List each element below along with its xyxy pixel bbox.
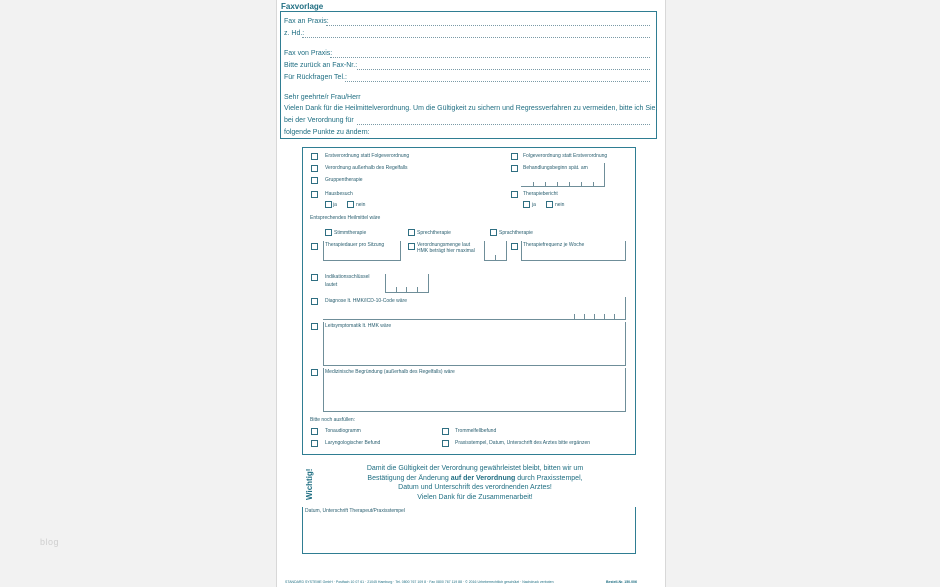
folgeverordnung-checkbox[interactable] (511, 153, 518, 160)
zurueck-field[interactable] (357, 69, 650, 70)
therapiebericht-checkbox[interactable] (511, 191, 518, 198)
signature-label: Datum, Unterschrift Therapeut/Praxisstempel (305, 508, 405, 514)
therapiedauer-checkbox[interactable] (311, 243, 318, 250)
notice-line-1: Damit die Gültigkeit der Verordnung gewährleistet bleibt, bitten wir um (366, 465, 584, 472)
verordnungsmenge-label-1: Verordnungsmenge laut (417, 242, 471, 248)
therapiebericht-ja-label: ja (532, 202, 536, 208)
date-tick (593, 182, 594, 187)
notice-line-2c: durch Praxisstempel, (515, 474, 583, 482)
hausbesuch-checkbox[interactable] (311, 191, 318, 198)
fax-an-label: Fax an Praxis: (284, 18, 329, 25)
digit-tick (406, 287, 407, 292)
digit-tick (417, 287, 418, 292)
indikation-label-1: Indikationsschlüssel (325, 274, 370, 280)
watermark: blog (40, 537, 60, 547)
footer-order-number: Bestell-Nr. 150.006 (606, 580, 637, 584)
date-tick (569, 182, 570, 187)
erstverordnung-checkbox[interactable] (311, 153, 318, 160)
signature-box[interactable] (302, 507, 636, 554)
date-tick (545, 182, 546, 187)
leitsymptomatik-checkbox[interactable] (311, 323, 318, 330)
heilmittel-heading: Entsprechendes Heilmittel wäre (310, 215, 381, 221)
indikation-checkbox[interactable] (311, 274, 318, 281)
indikation-field[interactable] (385, 274, 429, 293)
ausserhalb-checkbox[interactable] (311, 165, 318, 172)
tonaudiogramm-checkbox[interactable] (311, 428, 318, 435)
ausserhalb-label: Verordnung außerhalb des Regelfalls (325, 165, 408, 171)
trommelfell-checkbox[interactable] (442, 428, 449, 435)
hausbesuch-nein-label: nein (356, 202, 366, 208)
form-title: Faxvorlage (281, 2, 324, 11)
bitte-noch-heading: Bitte noch ausfüllen: (310, 417, 356, 423)
body-text-3: folgende Punkte zu ändern: (284, 129, 370, 136)
date-tick (557, 182, 558, 187)
diagnose-label: Diagnose lt. HMK/ICD-10-Code wäre (325, 298, 407, 304)
hausbesuch-label: Hausbesuch (325, 191, 353, 197)
important-notice (330, 464, 620, 502)
notice-line-4: Vielen Dank für die Zusammenarbeit! (417, 493, 533, 501)
indikation-label-2: lautet (325, 282, 338, 288)
icd-tick (574, 314, 575, 319)
diagnose-checkbox[interactable] (311, 298, 318, 305)
therapiebericht-nein-checkbox[interactable] (546, 201, 553, 208)
erstverordnung-label: Erstverordnung statt Folgeverordnung (325, 153, 410, 159)
rueckfragen-field[interactable] (345, 81, 650, 82)
begruendung-checkbox[interactable] (311, 369, 318, 376)
stimmtherapie-checkbox[interactable] (325, 229, 332, 236)
trommelfell-label: Trommelfellbefund (455, 428, 497, 434)
notice-line-2 (330, 474, 620, 484)
therapiefrequenz-label: Therapiefrequenz je Woche (523, 242, 585, 248)
laryngologisch-label: Laryngologischer Befund (325, 440, 381, 446)
gruppentherapie-label: Gruppentherapie (325, 177, 363, 183)
zhd-field[interactable] (302, 37, 650, 38)
icd-tick (614, 314, 615, 319)
tonaudiogramm-label: Tonaudiogramm (325, 428, 361, 434)
wichtig-label: Wichtig! (305, 468, 314, 500)
therapiedauer-label: Therapiedauer pro Sitzung (325, 242, 385, 248)
notice-line-3: Datum und Unterschrift des verordnenden Arztes! (398, 484, 552, 491)
sprechtherapie-label: Sprechtherapie (417, 230, 451, 236)
date-tick (581, 182, 582, 187)
hausbesuch-ja-label: ja (333, 202, 337, 208)
gruppentherapie-checkbox[interactable] (311, 177, 318, 184)
date-tick (533, 182, 534, 187)
icd-tick (584, 314, 585, 319)
begruendung-label: Medizinische Begründung (außerhalb des Regelfalls) wäre (325, 369, 455, 375)
body-text-2: bei der Verordnung für (284, 117, 354, 124)
fax-an-field[interactable] (326, 25, 650, 26)
praxisstempel-checkbox[interactable] (442, 440, 449, 447)
behandlungsbeginn-label: Behandlungsbeginn spät. am (523, 165, 588, 171)
fax-von-label: Fax von Praxis: (284, 50, 333, 57)
sprachtherapie-checkbox[interactable] (490, 229, 497, 236)
digit-tick (495, 255, 496, 261)
laryngologisch-checkbox[interactable] (311, 440, 318, 447)
therapiebericht-nein-label: nein (555, 202, 565, 208)
behandlungsbeginn-checkbox[interactable] (511, 165, 518, 172)
therapiebericht-label: Therapiebericht (523, 191, 558, 197)
notice-line-2a: Bestätigung der Änderung (367, 474, 451, 482)
leitsymptomatik-label: Leitsymptomatik lt. HMK wäre (325, 323, 392, 329)
icd-tick (604, 314, 605, 319)
body-text-1: Vielen Dank für die Heilmittelverordnung. Um die Gültigkeit zu sichern und Regressverfahren zu vermeiden, bitte ich Sie, (284, 105, 658, 112)
therapiefrequenz-checkbox[interactable] (511, 243, 518, 250)
rueckfragen-label: Für Rückfragen Tel.: (284, 74, 347, 81)
verordnung-fuer-field[interactable] (357, 124, 650, 125)
stimmtherapie-label: Stimmtherapie (334, 230, 367, 236)
footer-text: STANDARD SYSTEME GmbH · Postfach 10 07 61 · 21045 Hamburg · Tel. 0800 767 109 8 · Fax 0800 767 119 88 · © 2016 Urheberrechtlich geschützt · Nachdruck verboten (285, 580, 554, 584)
verordnungsmenge-checkbox[interactable] (408, 243, 415, 250)
notice-line-2-bold: auf der Verordnung (450, 474, 516, 482)
hausbesuch-nein-checkbox[interactable] (347, 201, 354, 208)
digit-tick (396, 287, 397, 292)
greeting: Sehr geehrte/r Frau/Herr (284, 94, 361, 101)
therapiebericht-ja-checkbox[interactable] (523, 201, 530, 208)
verordnungsmenge-label-2: HMK beträgt hier maximal (417, 248, 475, 254)
praxisstempel-label: Praxisstempel, Datum, Unterschrift des Arztes bitte ergänzen (455, 440, 591, 446)
fax-von-field[interactable] (330, 57, 650, 58)
sprechtherapie-checkbox[interactable] (408, 229, 415, 236)
icd-tick (594, 314, 595, 319)
zurueck-label: Bitte zurück an Fax-Nr.: (284, 62, 358, 69)
folgeverordnung-label: Folgeverordnung statt Erstverordnung (523, 153, 608, 159)
zhd-label: z. Hd.: (284, 30, 305, 37)
sprachtherapie-label: Sprachtherapie (499, 230, 533, 236)
hausbesuch-ja-checkbox[interactable] (325, 201, 332, 208)
